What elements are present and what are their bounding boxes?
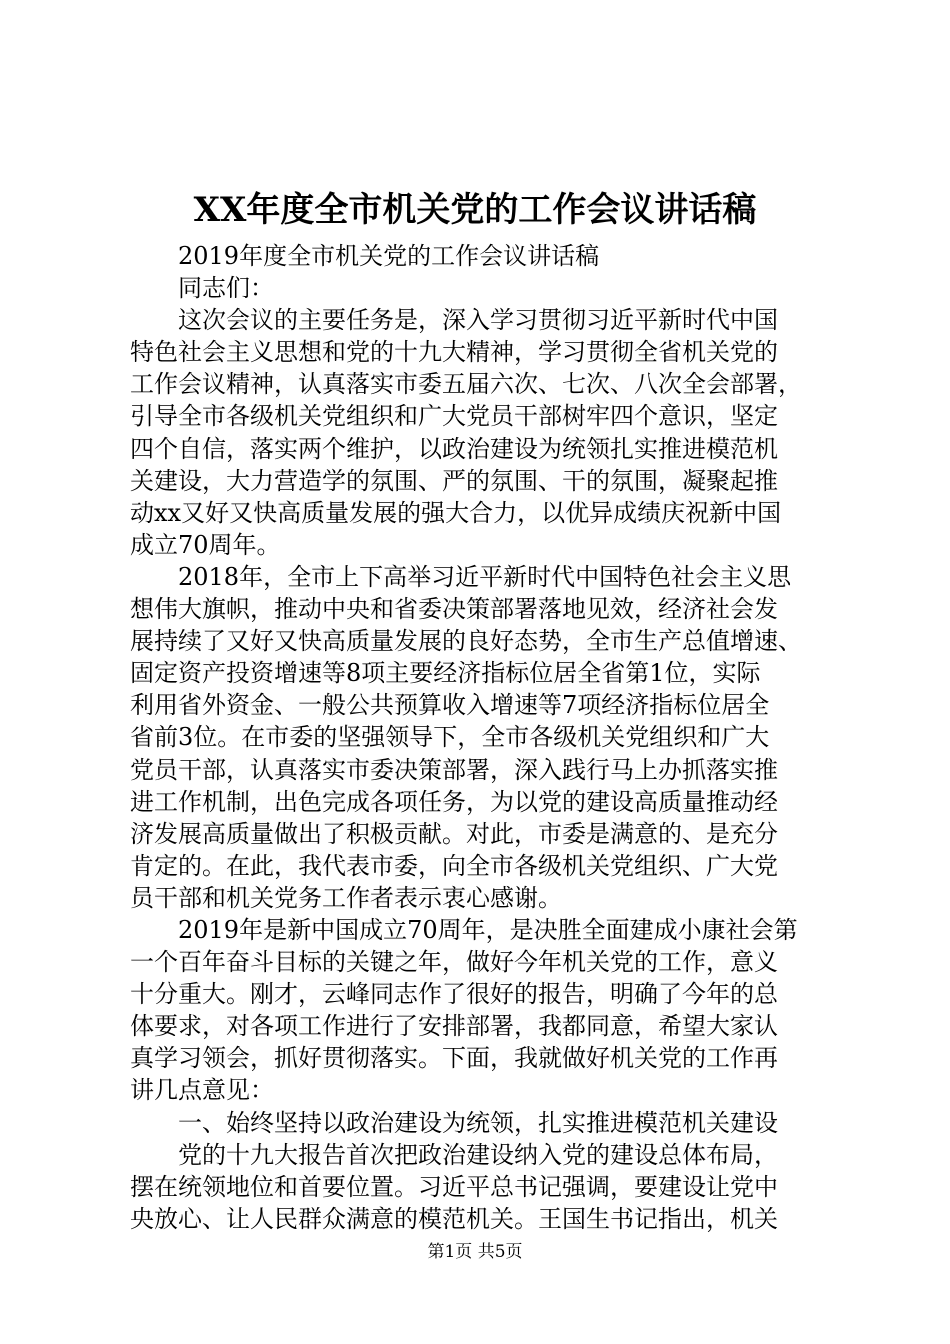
text-line: 特色社会主义思想和党的十九大精神，学习贯彻全省机关党的 [130, 338, 778, 367]
text-line: 进工作机制，出色完成各项任务，为以党的建设高质量推动经 [130, 787, 778, 816]
text-line: 引导全市各级机关党组织和广大党员干部树牢四个意识，坚定 [130, 402, 778, 431]
text-line: 一、始终坚持以政治建设为统领，扎实推进模范机关建设 [178, 1108, 778, 1137]
text-line: 肯定的。在此，我代表市委，向全市各级机关党组织、广大党 [130, 851, 778, 880]
text-line: 党员干部，认真落实市委决策部署，深入践行马上办抓落实推 [130, 755, 778, 784]
text-line: 关建设，大力营造学的氛围、严的氛围、干的氛围，凝聚起推 [130, 466, 778, 495]
text-line: 一个百年奋斗目标的关键之年，做好今年机关党的工作，意义 [130, 948, 778, 977]
text-line: 这次会议的主要任务是，深入学习贯彻习近平新时代中国 [178, 306, 778, 335]
document-body [130, 240, 830, 1235]
text-line: 十分重大。刚才，云峰同志作了很好的报告，明确了今年的总 [130, 980, 778, 1009]
text-line: 党的十九大报告首次把政治建设纳入党的建设总体布局， [178, 1140, 778, 1169]
text-line: 2019年度全市机关党的工作会议讲话稿 [178, 242, 600, 270]
text-line: 固定资产投资增速等8项主要经济指标位居全省第1位，实际 [130, 659, 761, 688]
text-line: 央放心、让人民群众满意的模范机关。王国生书记指出，机关 [130, 1204, 778, 1233]
text-line: 工作会议精神，认真落实市委五届六次、七次、八次全会部署， [130, 370, 802, 399]
text-line: 员干部和机关党务工作者表示衷心感谢。 [130, 883, 562, 912]
text-line: 四个自信，落实两个维护，以政治建设为统领扎实推进模范机 [130, 434, 778, 463]
page-footer: 第1页 共5页 [427, 1242, 523, 1262]
document-title: XX年度全市机关党的工作会议讲话稿 [193, 190, 757, 230]
text-line: 体要求，对各项工作进行了安排部署，我都同意，希望大家认 [130, 1012, 778, 1041]
text-line: 讲几点意见： [130, 1076, 274, 1105]
text-line: 想伟大旗帜，推动中央和省委决策部署落地见效，经济社会发 [130, 595, 778, 624]
text-line: 展持续了又好又快高质量发展的良好态势，全市生产总值增速、 [130, 627, 802, 656]
text-line: 利用省外资金、一般公共预算收入增速等7项经济指标位居全 [130, 691, 770, 720]
text-line: 动xx又好又快高质量发展的强大合力，以优异成绩庆祝新中国 [130, 498, 782, 527]
text-line: 同志们： [178, 274, 274, 303]
text-line: 省前3位。在市委的坚强领导下，全市各级机关党组织和广大 [130, 723, 770, 752]
text-line: 2018年，全市上下高举习近平新时代中国特色社会主义思 [178, 562, 792, 591]
text-line: 2019年是新中国成立70周年，是决胜全面建成小康社会第 [178, 915, 798, 944]
text-line: 成立70周年。 [130, 530, 281, 559]
text-line: 摆在统领地位和首要位置。习近平总书记强调，要建设让党中 [130, 1172, 778, 1201]
text-line: 真学习领会，抓好贯彻落实。下面，我就做好机关党的工作再 [130, 1044, 778, 1073]
text-line: 济发展高质量做出了积极贡献。对此，市委是满意的、是充分 [130, 819, 778, 848]
